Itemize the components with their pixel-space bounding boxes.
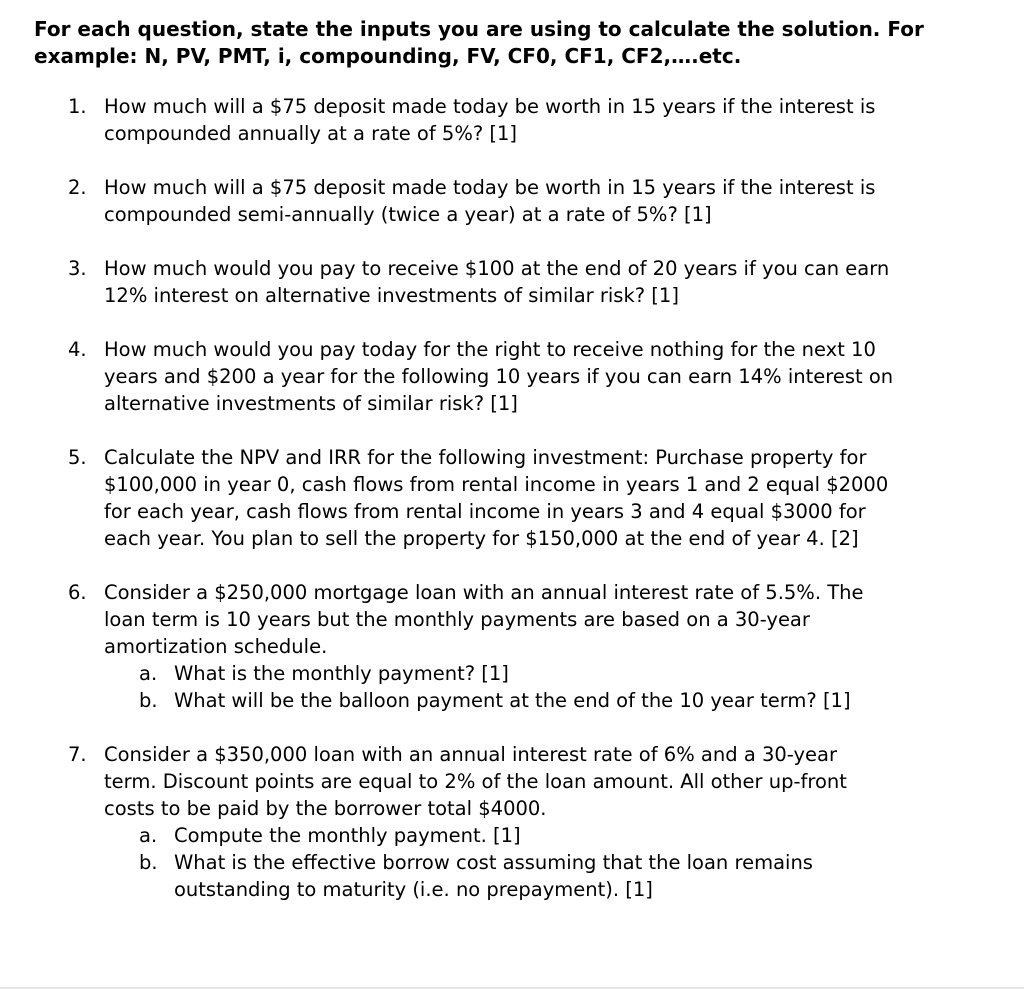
question-text-line: costs to be paid by the borrower total $4000.: [104, 797, 547, 820]
question-2: [34, 174, 994, 228]
question-number: 3.: [68, 257, 87, 280]
question-text-line: alternative investments of similar risk? [1]: [104, 392, 518, 415]
sub-question-text-line: What is the effective borrow cost assuming that the loan remains: [174, 851, 813, 874]
question-text-line: 12% interest on alternative investments of similar risk? [1]: [104, 284, 679, 307]
question-text-line: How much would you pay today for the right to receive nothing for the next 10: [104, 338, 876, 361]
question-text-line: Consider a $250,000 mortgage loan with an annual interest rate of 5.5%. The: [104, 581, 864, 604]
question-7: [34, 741, 994, 903]
sub-question-text-line: What will be the balloon payment at the end of the 10 year term? [1]: [174, 689, 851, 712]
question-text-line: amortization schedule.: [104, 635, 328, 658]
question-3: [34, 255, 994, 309]
question-5: [34, 444, 994, 552]
sub-question-text-line: What is the monthly payment? [1]: [174, 662, 509, 685]
instructions-line: For each question, state the inputs you are using to calculate the solution. For: [34, 17, 924, 41]
sub-question-letter: a.: [139, 824, 158, 847]
sub-question-letter: a.: [139, 662, 158, 685]
question-text-line: How much will a $75 deposit made today be worth in 15 years if the interest is: [104, 176, 876, 199]
question-number: 1.: [68, 95, 87, 118]
question-text-line: for each year, cash flows from rental income in years 3 and 4 equal $3000 for: [104, 500, 866, 523]
question-text-line: years and $200 a year for the following 10 years if you can earn 14% interest on: [104, 365, 894, 388]
sub-question-7b: [104, 849, 994, 903]
question-text-line: term. Discount points are equal to 2% of the loan amount. All other up-front: [104, 770, 847, 793]
question-number: 6.: [68, 581, 87, 604]
question-text-line: loan term is 10 years but the monthly payments are based on a 30-year: [104, 608, 810, 631]
sub-question-7a: [104, 822, 994, 849]
question-text-line: compounded annually at a rate of 5%? [1]: [104, 122, 518, 145]
question-text-line: each year. You plan to sell the property for $150,000 at the end of year 4. [2]: [104, 527, 859, 550]
sub-question-text-line: outstanding to maturity (i.e. no prepayment). [1]: [174, 878, 653, 901]
question-text-line: How much would you pay to receive $100 at the end of 20 years if you can earn: [104, 257, 890, 280]
sub-question-6a: [104, 660, 994, 687]
sub-question-letter: b.: [139, 689, 158, 712]
sub-question-letter: b.: [139, 851, 158, 874]
sub-question-6b: [104, 687, 994, 714]
sub-question-text-line: Compute the monthly payment. [1]: [174, 824, 521, 847]
question-6: [34, 579, 994, 714]
question-number: 5.: [68, 446, 87, 469]
question-number: 4.: [68, 338, 87, 361]
instructions: [34, 16, 994, 70]
question-1: [34, 93, 994, 147]
question-text-line: Consider a $350,000 loan with an annual interest rate of 6% and a 30-year: [104, 743, 837, 766]
question-text-line: $100,000 in year 0, cash flows from rental income in years 1 and 2 equal $2000: [104, 473, 889, 496]
question-number: 2.: [68, 176, 87, 199]
question-text-line: Calculate the NPV and IRR for the following investment: Purchase property for: [104, 446, 867, 469]
instructions-line: example: N, PV, PMT, i, compounding, FV, CF0, CF1, CF2,….etc.: [34, 44, 742, 68]
question-text-line: compounded semi-annually (twice a year) at a rate of 5%? [1]: [104, 203, 712, 226]
question-number: 7.: [68, 743, 87, 766]
question-text-line: How much will a $75 deposit made today be worth in 15 years if the interest is: [104, 95, 876, 118]
document: [34, 16, 994, 930]
question-4: [34, 336, 994, 417]
